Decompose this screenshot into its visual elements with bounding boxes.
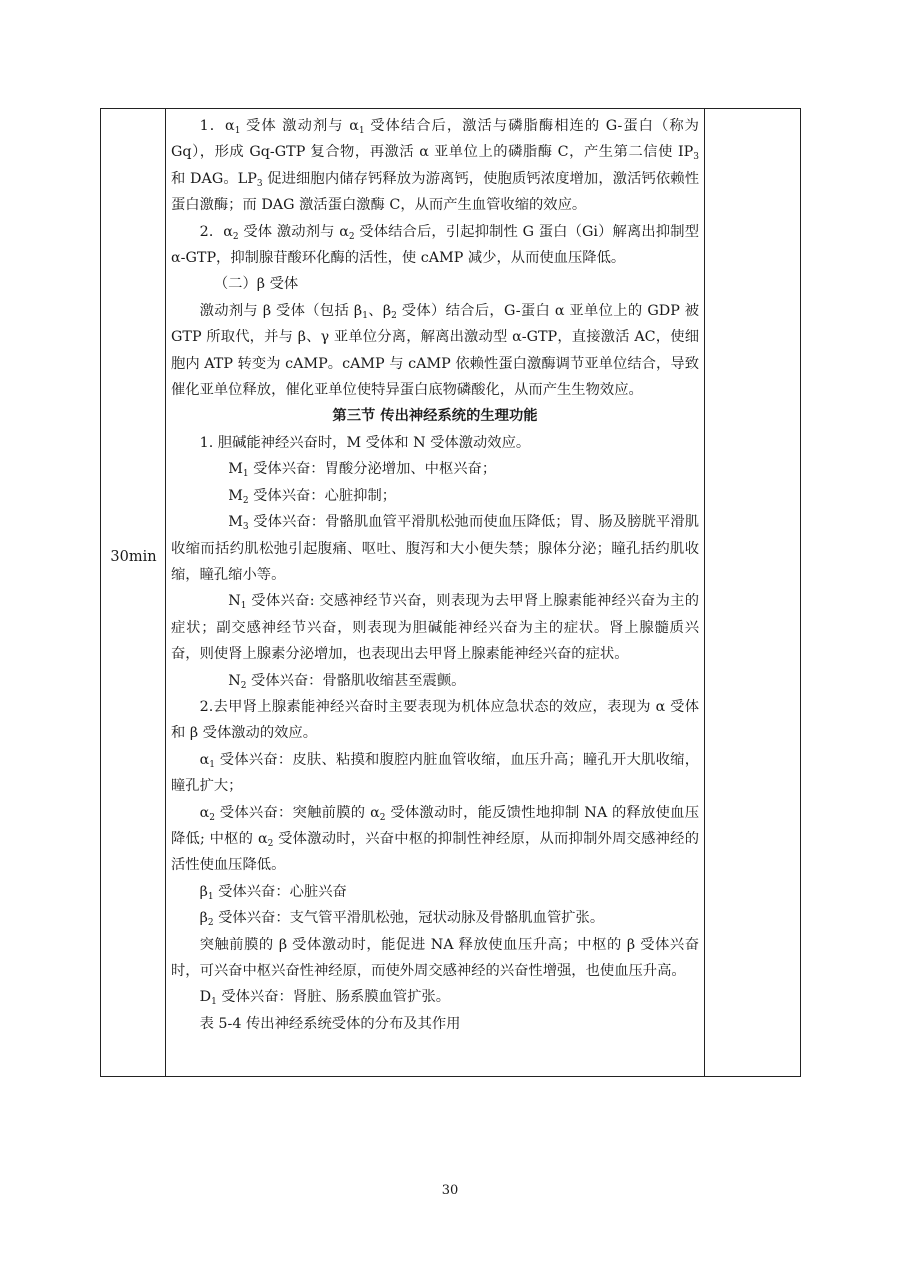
subscript: 2 (379, 812, 386, 823)
subscript: 2 (240, 680, 247, 691)
paragraph (171, 1011, 699, 1037)
text-run: 受体 激动剂与 α (240, 118, 359, 134)
paragraph (171, 747, 699, 800)
text-run: 第三节 传出神经系统的生理功能 (332, 408, 538, 425)
text-run: β (199, 910, 208, 927)
subscript: 1 (242, 469, 249, 480)
paragraph (171, 694, 699, 747)
subscript: 1 (209, 759, 215, 770)
text-run: D (199, 989, 212, 1006)
text-run: 受体兴奋：肾脏、肠系膜血管扩张。 (216, 989, 451, 1006)
paragraph (171, 271, 699, 297)
text-run: （二）β 受体 (213, 276, 299, 293)
paragraph (171, 430, 699, 456)
paragraph (171, 932, 699, 985)
text-run: M (228, 514, 243, 531)
text-run: 受体兴奋：心脏抑制； (248, 487, 397, 504)
paragraph (171, 588, 699, 667)
paragraph (171, 879, 699, 905)
text-run: 突触前膜的 β 受体激动时，能促进 NA 释放使血压升高；中枢的 β 受体兴奋时，可兴奋中枢兴奋性神经原，而使外周交感神经的兴奋性增强，也使血压升高。 (171, 936, 699, 979)
text-run: 受体兴奋：支气管平滑肌松弛，冠状动脉及骨骼肌血管扩张。 (213, 910, 605, 927)
subscript: 2 (391, 310, 397, 321)
text-run: 激动剂与 β 受体（包括 β (199, 302, 363, 319)
paragraph (171, 905, 699, 931)
paragraph (171, 219, 699, 272)
text-run: 受体 激动剂与 α (238, 223, 349, 240)
text-run: 表 5-4 传出神经系统受体的分布及其作用 (199, 1015, 461, 1032)
time-cell: 30min (110, 549, 157, 565)
text-run: 促进细胞内储存钙释放为游离钙，使胞质钙浓度增加，激活钙依赖性蛋白激酶；而 DAG 激活蛋白激酶 C，从而产生血管收缩的效应。 (171, 170, 699, 214)
text-run: 受体结合后，激活与磷脂酶相连的 G-蛋白（称为 Gq），形成 Gq-GTP 复合物，再激活 α 亚单位上的磷脂酶 C，产生第二信使 IP (171, 118, 699, 161)
paragraph (171, 984, 699, 1010)
text-run: 1．α (199, 118, 235, 134)
text-run: 受体兴奋：胃酸分泌增加、中枢兴奋； (248, 461, 497, 478)
text-run: 受体兴奋：骨骼肌收缩甚至震颤。 (246, 672, 466, 689)
paragraph (171, 509, 699, 588)
subscript: 1 (362, 310, 368, 321)
text-run: 受体兴奋: 交感神经节兴奋，则表现为去甲肾上腺素能神经兴奋为主的症状；副交感神经节兴奋，则表现为胆碱能神经兴奋为主的症状。肾上腺髓质兴奋，则使肾上腺素分泌增加，也表现出去甲肾上腺素能神经兴奋的症状。 (171, 593, 699, 663)
text-run: β (199, 883, 208, 900)
subscript: 3 (693, 152, 699, 163)
text-run: 受体结合后，引起抑制性 G 蛋白（Gi）解离出抑制型 α-GTP，抑制腺苷酸环化酶的活性，使 cAMP 减少，从而使血压降低。 (171, 223, 699, 267)
subscript: 3 (242, 522, 249, 533)
text-run: M (228, 487, 243, 504)
paragraph (171, 668, 699, 694)
text-run: 受体兴奋：皮肤、粘摸和腹腔内脏血管收缩，血压升高；瞳孔开大肌收缩，瞳孔扩大； (171, 751, 699, 795)
paragraph (171, 456, 699, 482)
column-divider-right (704, 109, 705, 1076)
paragraph (171, 298, 699, 404)
text-run: 、β (367, 302, 392, 319)
paragraph (171, 113, 699, 219)
subscript: 2 (348, 231, 355, 242)
text-run: 受体兴奋：心脏兴奋 (213, 883, 347, 900)
subscript: 2 (242, 495, 249, 506)
text-run: α (199, 751, 210, 768)
subscript: 2 (267, 838, 274, 849)
text-run: N (228, 672, 241, 689)
section-heading (171, 403, 699, 429)
subscript: 2 (207, 918, 214, 929)
subscript: 1 (234, 126, 241, 136)
paragraph (171, 800, 699, 879)
text-run: 受体激动时，能反馈性地抑制 NA 的释放使血压降低; 中枢的 α (171, 804, 700, 847)
text-run: 受体兴奋：骨骼肌血管平滑肌松弛而使血压降低；胃、肠及膀胱平滑肌收缩而括约肌松弛引起腹痛、呕吐、腹泻和大小便失禁；腺体分泌；瞳孔括约肌收缩，瞳孔缩小等。 (171, 514, 699, 583)
subscript: 2 (232, 231, 239, 242)
text-run: 和 DAG。LP (171, 170, 257, 187)
subscript: 2 (209, 812, 215, 823)
subscript: 1 (207, 891, 214, 902)
column-divider-left (165, 109, 166, 1076)
text-run: N (228, 593, 241, 610)
text-run: 2．α (199, 223, 233, 240)
text-run: α (199, 804, 210, 821)
text-run: 受体兴奋：突触前膜的 α (214, 804, 380, 821)
page-number: 30 (441, 1183, 459, 1198)
text-run: 1. 胆碱能神经兴奋时，M 受体和 N 受体激动效应。 (199, 434, 531, 451)
lesson-table (100, 108, 801, 1077)
subscript: 3 (256, 178, 263, 189)
text-run: 受体激动时，兴奋中枢的抑制性神经原，从而抑制外周交感神经的活性使血压降低。 (171, 830, 700, 874)
text-run: 2.去甲肾上腺素能神经兴奋时主要表现为机体应急状态的效应，表现为 α 受体和 β 受体激动的效应。 (171, 698, 699, 742)
subscript: 1 (240, 601, 247, 612)
text-run: 受体）结合后，G-蛋白 α 亚单位上的 GDP 被 GTP 所取代，并与 β、γ 亚单位分离，解离出激动型 α-GTP，直接激活 AC，使细胞内 ATP 转变为 cAMP。cAMP 与 cAMP 依赖性蛋白激酶调节亚单位结合，导致催化亚单位释放，催化亚单位使特异蛋白底物磷酸化，从而产生生物效应。 (171, 302, 700, 399)
text-run: M (228, 461, 243, 478)
subscript: 1 (211, 997, 217, 1008)
paragraph (171, 483, 699, 509)
subscript: 1 (358, 126, 365, 136)
content-cell (171, 113, 699, 1037)
